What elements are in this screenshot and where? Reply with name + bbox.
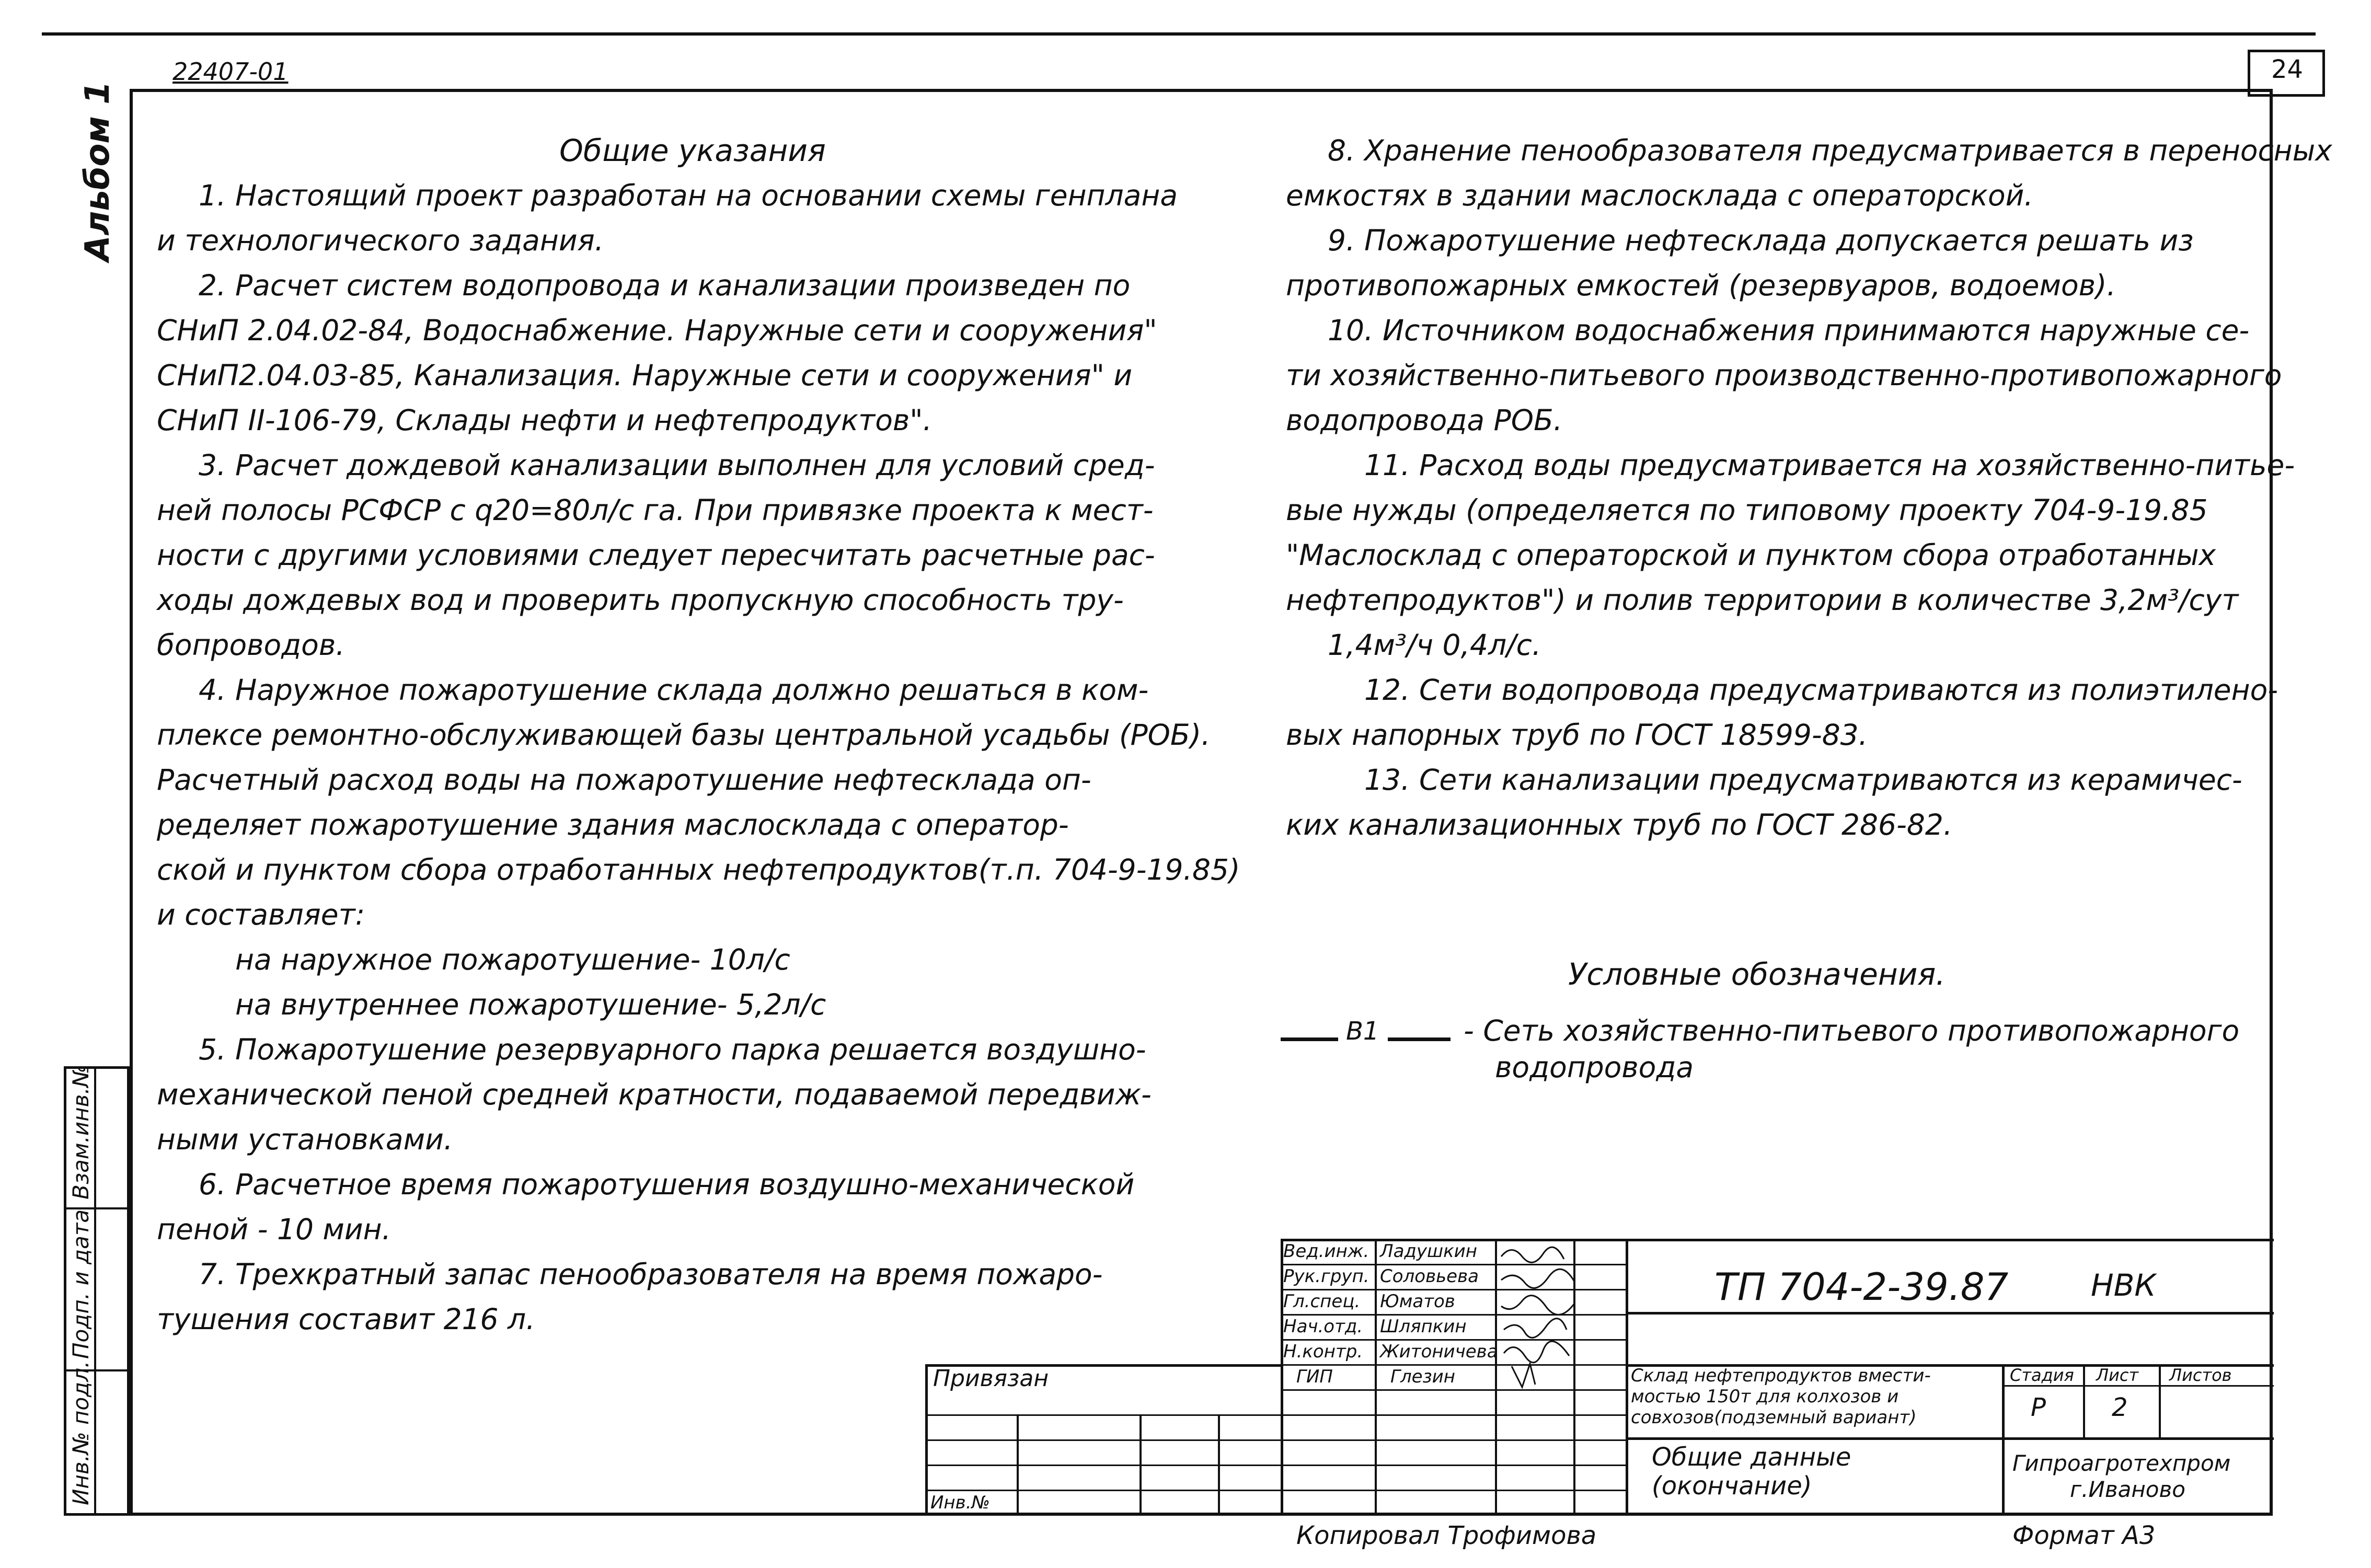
signature-role: Н.контр.	[1283, 1341, 1363, 1362]
note-line: СНиП2.04.03-85, Канализация. Наружные сети и сооружения" и	[157, 359, 1133, 392]
note-line: 3. Расчет дождевой канализации выполнен для условий сред-	[199, 448, 1155, 482]
note-line: бопроводов.	[157, 628, 345, 662]
note-line: СНиП II-106-79, Склады нефти и нефтепродуктов".	[157, 403, 933, 437]
note-line: вые нужды (определяется по типовому проекту 704-9-19.85	[1286, 493, 2208, 527]
note-line: "Маслосклад с операторской и пунктом сбора отработанных	[1286, 538, 2216, 572]
designation: ТП 704-2-39.87	[1714, 1265, 2009, 1309]
organization-city: г.Иваново	[2070, 1477, 2185, 1502]
legend-title: Условные обозначения.	[1568, 956, 1946, 992]
legend-symbol: B1	[1346, 1017, 1379, 1046]
signature-role: Рук.груп.	[1283, 1266, 1369, 1287]
legend-text-2: водопровода	[1495, 1051, 1694, 1084]
stage-label: Стадия	[2010, 1365, 2074, 1385]
legend-line-right	[1388, 1037, 1451, 1041]
object-name-2: мостью 150т для колхозов и	[1631, 1386, 1899, 1407]
note-line: 5. Пожаротушение резервуарного парка решается воздушно-	[199, 1033, 1146, 1066]
signature-role: Вед.инж.	[1283, 1241, 1369, 1262]
signature-name: Ладушкин	[1380, 1241, 1478, 1262]
format-label: Формат А3	[2012, 1521, 2156, 1550]
note-line: ской и пунктом сбора отработанных нефтепродуктов(т.п. 704-9-19.85)	[157, 853, 1240, 886]
note-line: нефтепродуктов") и полив территории в количестве 3,2м³/сут	[1286, 583, 2239, 617]
top-rule	[42, 32, 2316, 36]
note-line: 8. Хранение пенообразователя предусматривается в переносных	[1328, 134, 2332, 167]
sheets-label: Листов	[2169, 1365, 2232, 1385]
legend-line-left	[1281, 1037, 1338, 1041]
privyazan-label: Привязан	[933, 1365, 1049, 1392]
signature-role: ГИП	[1296, 1366, 1333, 1387]
page-number: 24	[2271, 55, 2304, 84]
note-line: тушения составит 216 л.	[157, 1302, 535, 1336]
side-stamp-cell-2: Подп. и дата	[68, 1209, 94, 1359]
note-line: СНиП 2.04.02-84, Водоснабжение. Наружные сети и сооружения"	[157, 314, 1157, 347]
note-line: на наружное пожаротушение- 10л/с	[235, 943, 790, 976]
sheet-title: Общие данные	[1652, 1443, 1851, 1472]
note-line: и технологического задания.	[157, 224, 604, 257]
note-line: плексе ремонтно-обслуживающей базы центральной усадьбы (РОБ).	[157, 718, 1211, 752]
note-line: 1,4м³/ч 0,4л/с.	[1328, 628, 1541, 662]
signature-scribbles	[1496, 1241, 1627, 1392]
general-notes-continued	[1286, 128, 2332, 847]
note-line: 9. Пожаротушение нефтесклада допускается решать из	[1328, 224, 2194, 257]
signature-name: Житоничева	[1380, 1341, 1498, 1362]
note-line: ких канализационных труб по ГОСТ 286-82.	[1286, 808, 1953, 841]
signature-name: Соловьева	[1380, 1266, 1479, 1287]
designation-mark: НВК	[2091, 1267, 2156, 1303]
note-line: и составляет:	[157, 898, 365, 931]
note-line: 2. Расчет систем водопровода и канализации произведен по	[199, 269, 1131, 302]
note-line: ности с другими условиями следует пересчитать расчетные рас-	[157, 538, 1155, 572]
sheet-title-2: (окончание)	[1652, 1471, 1812, 1501]
note-line: 12. Сети водопровода предусматриваются из полиэтилено-	[1364, 673, 2278, 707]
note-line: 7. Трехкратный запас пенообразователя на время пожаро-	[199, 1258, 1103, 1291]
note-line: 4. Наружное пожаротушение склада должно решаться в ком-	[199, 673, 1149, 707]
sheet-label: Лист	[2096, 1365, 2139, 1385]
note-line: 10. Источником водоснабжения принимаются наружные се-	[1328, 314, 2250, 347]
note-line: емкостях в здании маслосклада с операторской.	[1286, 179, 2033, 212]
object-name: Склад нефтепродуктов вмести-	[1631, 1365, 1931, 1386]
note-line: 1. Настоящий проект разработан на основании схемы генплана	[199, 179, 1178, 212]
note-line: 6. Расчетное время пожаротушения воздушно-механической	[199, 1168, 1135, 1201]
note-line: механической пеной средней кратности, подаваемой передвиж-	[157, 1078, 1152, 1111]
note-line: пеной - 10 мин.	[157, 1213, 392, 1246]
object-name-3: совхозов(подземный вариант)	[1631, 1407, 1917, 1428]
note-line: Расчетный расход воды на пожаротушение нефтесклада оп-	[157, 763, 1091, 797]
side-stamp-cell-3: Взам.инв.№	[68, 1064, 94, 1200]
note-line: вых напорных труб по ГОСТ 18599-83.	[1286, 718, 1868, 752]
stage-value: Р	[2031, 1393, 2046, 1422]
side-stamp-cell-1: Инв.№ подл.	[68, 1361, 94, 1505]
general-notes-heading: Общие указания	[559, 133, 826, 168]
signature-role: Гл.спец.	[1283, 1291, 1361, 1312]
note-line: ределяет пожаротушение здания маслосклада с оператор-	[157, 808, 1069, 841]
signature-name: Юматов	[1380, 1291, 1455, 1312]
organization: Гипроагротехпром	[2012, 1450, 2231, 1476]
general-notes	[157, 128, 1240, 1342]
note-line: ходы дождевых вод и проверить пропускную способность тру-	[157, 583, 1124, 617]
copied-by: Копировал Трофимова	[1296, 1521, 1597, 1550]
note-line: ными установками.	[157, 1123, 453, 1156]
note-line: противопожарных емкостей (резервуаров, водоемов).	[1286, 269, 2116, 302]
note-line: ней полосы РСФСР с q20=80л/с га. При привязке проекта к мест-	[157, 493, 1154, 527]
legend-text: - Сеть хозяйственно-питьевого противопожарного	[1464, 1014, 2240, 1047]
note-line: на внутреннее пожаротушение- 5,2л/с	[235, 988, 826, 1021]
inv-no-label: Инв.№	[930, 1492, 990, 1513]
note-line: 13. Сети канализации предусматриваются из керамичес-	[1364, 763, 2242, 797]
doc-number-top: 22407-01	[172, 57, 289, 86]
note-line: водопровода РОБ.	[1286, 403, 1563, 437]
sheet-value: 2	[2112, 1393, 2128, 1422]
note-line: ти хозяйственно-питьевого производственно-противопожарного	[1286, 359, 2282, 392]
note-line: 11. Расход воды предусматривается на хозяйственно-питье-	[1364, 448, 2295, 482]
album-label: Альбом 1	[78, 81, 117, 261]
signature-name: Шляпкин	[1380, 1316, 1467, 1337]
signature-role: Нач.отд.	[1283, 1316, 1363, 1337]
signature-name: Глезин	[1390, 1366, 1455, 1387]
